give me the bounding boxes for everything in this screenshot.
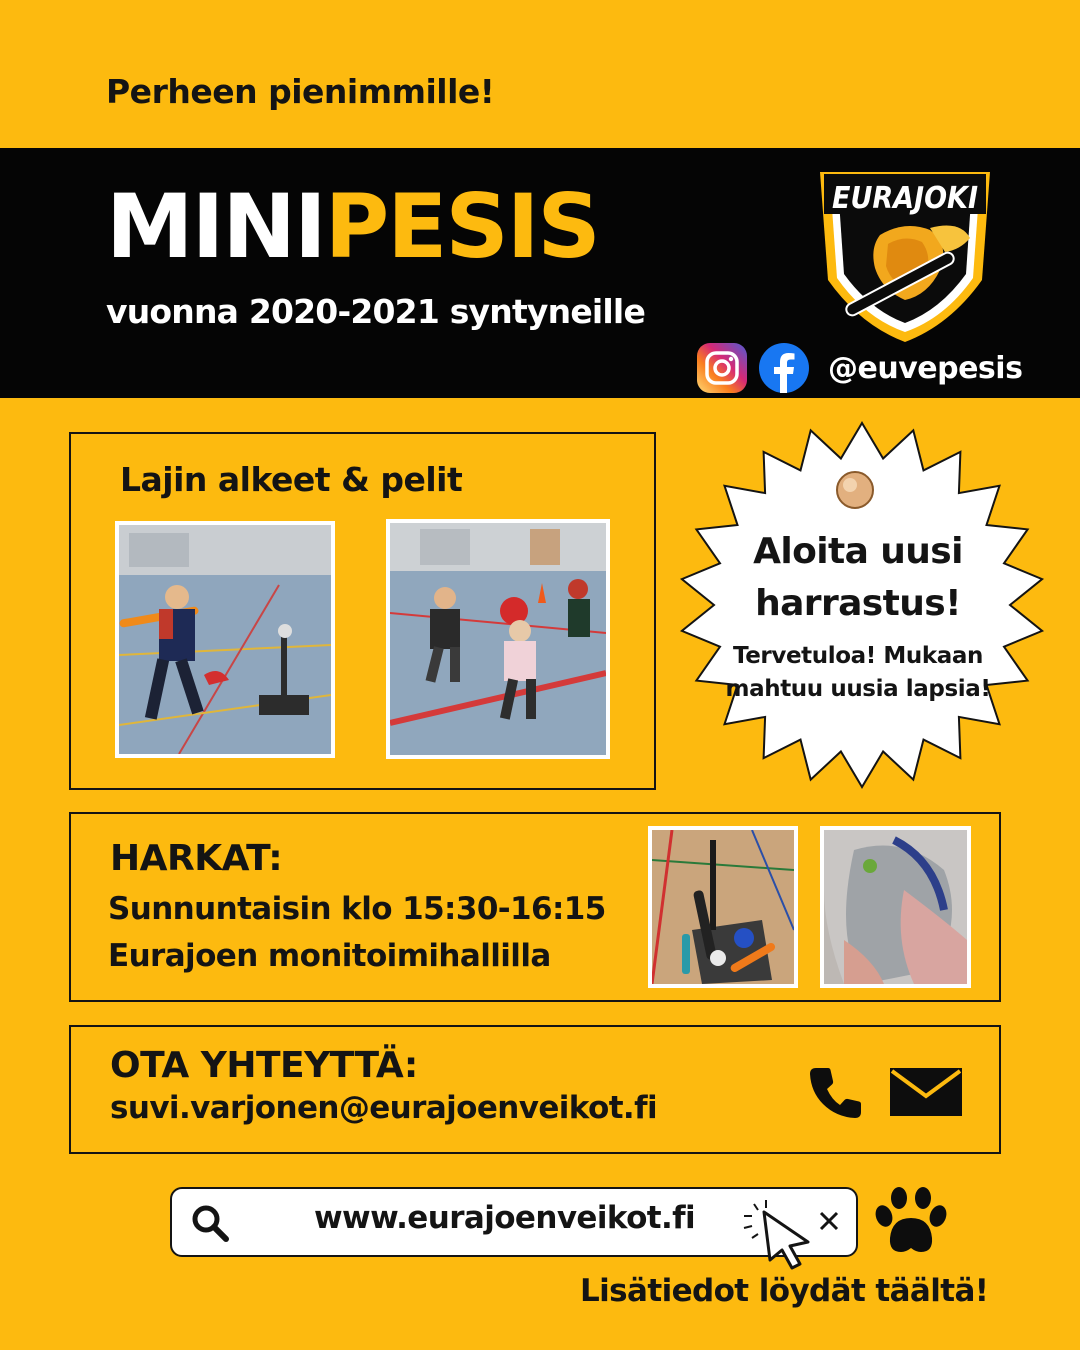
photo-batting-child <box>115 521 335 758</box>
title-pesis: PESIS <box>324 175 599 278</box>
cursor-icon <box>740 1198 820 1270</box>
website-url[interactable]: www.eurajoenveikot.fi <box>314 1200 696 1236</box>
photo-equipment <box>648 826 798 988</box>
callout-sub-line2: mahtuu uusia lapsia! <box>725 676 991 703</box>
paw-icon <box>874 1186 948 1256</box>
practice-time: Sunnuntaisin klo 15:30-16:15 <box>108 891 606 927</box>
practice-location: Eurajoen monitoimihallilla <box>108 938 551 974</box>
title-mini: MINI <box>106 175 325 278</box>
practice-heading: HARKAT: <box>110 838 283 879</box>
contact-heading: OTA YHTEYTTÄ: <box>110 1045 418 1086</box>
photo-children-playing <box>386 519 610 759</box>
instagram-icon[interactable] <box>696 342 748 394</box>
logo-text: EURAJOKI <box>832 181 978 216</box>
phone-icon[interactable] <box>806 1064 864 1122</box>
contact-email[interactable]: suvi.varjonen@eurajoenveikot.fi <box>110 1090 657 1126</box>
facebook-icon[interactable] <box>758 342 810 394</box>
callout-title <box>700 526 1016 630</box>
search-icon[interactable] <box>190 1203 230 1243</box>
close-icon[interactable] <box>816 1208 842 1234</box>
social-handle[interactable]: @euvepesis <box>828 350 1023 386</box>
pin-icon <box>837 472 873 508</box>
callout-subtitle <box>700 640 1016 707</box>
basics-title: Lajin alkeet & pelit <box>120 460 463 499</box>
tagline: Perheen pienimmille! <box>106 72 495 111</box>
page-title <box>106 175 599 278</box>
callout-sub-line1: Tervetuloa! Mukaan <box>732 643 983 669</box>
eurajoki-logo <box>810 160 1000 350</box>
callout-title-line2: harrastus! <box>755 583 961 625</box>
subtitle: vuonna 2020-2021 syntyneille <box>106 292 646 331</box>
callout-title-line1: Aloita uusi <box>753 531 963 572</box>
photo-glove <box>820 826 971 988</box>
more-info-footer: Lisätiedot löydät täältä! <box>580 1273 989 1309</box>
mail-icon[interactable] <box>890 1068 962 1116</box>
social-row <box>696 342 1022 394</box>
